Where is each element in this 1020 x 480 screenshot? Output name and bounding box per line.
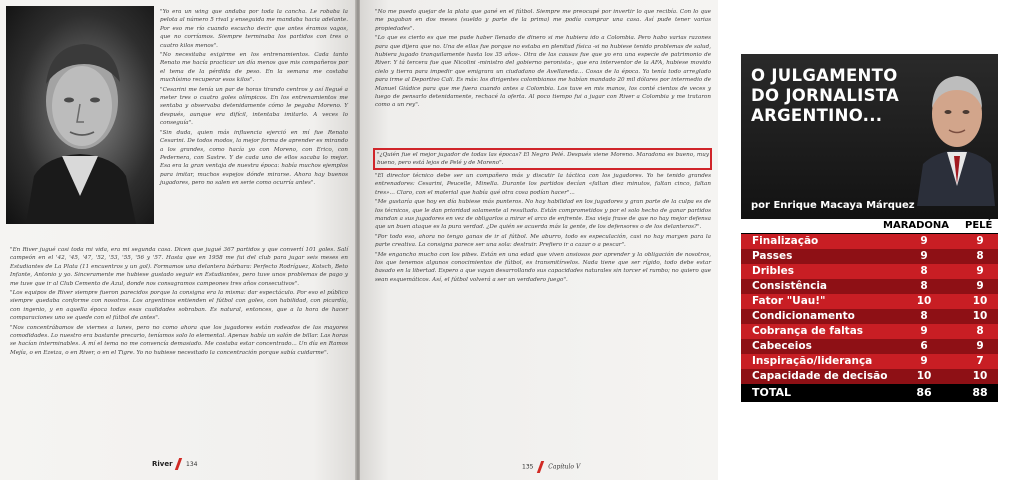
pele-score: 10: [972, 370, 988, 382]
paragraph: "Los equipos de River siempre fueron parecidos porque la consigna era la misma: dar espectáculo. Por eso el público siempre quedaba conforme con nosotros. Los argentinos entienden el fútbol con goles, con habilidad, con picardía, con ingenio, y en aquella época todas esas cualidades sobraban. Es natural, entonces, que a la hora de hacer comparaciones uno se quede con el fútbol de antes".: [10, 290, 348, 322]
page-number-left: 134: [186, 461, 198, 468]
maradona-score: 9: [920, 250, 928, 262]
rating-card: [741, 54, 998, 399]
highlight-box: [373, 148, 712, 170]
rating-row: [741, 369, 998, 384]
total-label: TOTAL: [752, 386, 792, 399]
maradona-score: 8: [920, 280, 928, 292]
rating-row: [741, 354, 998, 369]
right-page: [360, 0, 718, 480]
rating-label: Dribles: [752, 265, 794, 277]
paragraph: "Sin duda, quien más influencia ejerció en mí fue Renato Cesarini. De todos modos, la mejor forma de aprender es mirando a los grandes, como hacía yo con Moreno, con Erico, con Pedernera, con Sastre. Y de cada uno de ellos sacaba lo mejor. Esa era la gran ventaja de nuestra época: había muchos ejemplos para imitar, muchos espejos dónde mirarse. Ahora hay buenos jugadores, pero no salen en serie como ocurría antes".: [160, 129, 348, 187]
rating-label: Cobrança de faltas: [752, 325, 864, 337]
paragraph: "Nos concentrábamos de viernes a lunes, pero no como ahora que los jugadores están rodeados de las mayores comodidades. Lo nuestro era bastante precario, teníamos solo lo elemental. Apenas había un salón de billar. Las horas se hacían interminables. A mí el tema no me convencía demasiado. Me costaba estar concentrado... Un día en Ramos Mejía, o en Ezeiza, o en River, o en el Tigre. Yo no hubiese necesitado la concentración porque sabía cuidarme".: [10, 324, 348, 356]
paragraph: "Cesarini me tenía un par de horas tirando centros y así llegué a meter tres o cuatro goles olímpicos. En los entrenamientos me sentaba y observaba detenidamente cómo le pegaba Moreno. Y después, aunque era difícil, intentaba imitarlo. A veces lo conseguía".: [160, 86, 348, 127]
paragraph: "Me engancho mucho con los pibes. Están en una edad que viven ansiosos por aprender y la obligación de nosotros, los que tenemos algunos conocimientos de fútbol, es transmitírselos. Nada tiene que ser rígido, todo debe estar basado en la libertad. Espero a que vayan desarrollando sus capacidades naturales sin torcer el rumbo; no quiero que sean esquemáticos. Así, el fútbol volverá a ser un verdadero juego".: [375, 251, 711, 283]
card-title: O JULGAMENTO DO JORNALISTA ARGENTINO...: [751, 66, 900, 125]
rating-label: Fator "Uau!": [752, 295, 826, 307]
paragraph: "Por todo eso, ahora no tengo ganas de ir al fútbol. Me aburro, todo es especulación, casi no hay margen para la parte creativa. La consigna parece ser una sola: destruir. Prefiero ir a cazar o a pescar".: [375, 233, 711, 249]
chapter-label: Capítulo V: [548, 463, 581, 471]
pele-score: 10: [972, 310, 988, 322]
rating-label: Cabeceios: [752, 340, 812, 352]
column-header: [741, 219, 998, 233]
pele-score: 9: [976, 280, 984, 292]
highlighted-quote: "¿Quién fue el mejor jugador de todas las épocas? El Negro Pelé. Después viene Moreno. Maradona es bueno, muy bueno, pero está lejos de Pelé y de Moreno".: [377, 152, 709, 167]
card-header: [741, 54, 998, 222]
rating-row: [741, 234, 998, 249]
rating-row: [741, 339, 998, 354]
left-page-full-text: [10, 246, 348, 442]
maradona-score: 10: [916, 370, 932, 382]
pele-score: 9: [976, 340, 984, 352]
maradona-score: 9: [920, 355, 928, 367]
page-number-right: 135 Capítulo V: [522, 461, 580, 473]
maradona-score: 9: [920, 325, 928, 337]
right-page-text-bottom: [375, 172, 711, 448]
maradona-score: 6: [920, 340, 928, 352]
maradona-score: 8: [920, 265, 928, 277]
rating-label: Capacidade de decisão: [752, 370, 888, 382]
rating-row: [741, 309, 998, 324]
rating-label: Consistência: [752, 280, 828, 292]
rating-label: Condicionamento: [752, 310, 855, 322]
paragraph: "No necesitaba exigirme en los entrenamientos. Cada tanto Renato me hacía practicar un día menos que mis compañeros por el tema de la pérdida de peso. En la semana me costaba muchísimo recuperar esos kilos".: [160, 52, 348, 84]
paragraph: "No me puedo quejar de la plata que gané en el fútbol. Siempre me preocupé por invertir lo que recibía. Con lo que me pagaban en dos meses (sueldo y parte de la prima) me podía comprar una casa. Así pude tener varias propiedades".: [375, 9, 711, 32]
card-author: por Enrique Macaya Márquez: [751, 200, 915, 211]
pele-score: 8: [976, 250, 984, 262]
rating-label: Inspiração/liderança: [752, 355, 873, 367]
paragraph: "Yo era un wing que andaba por toda la cancha. Le robaba la pelota al número 5 rival y enseguida me mandaba hacia adelante. Por eso me río cuando escucho decir que antes éramos vagos, que no corríamos. Siempre terminaba los partidos con tres o cuatro kilos menos".: [160, 9, 348, 49]
maradona-score: 9: [920, 235, 928, 247]
paragraph: "Lo que es cierto es que me pude haber llenado de dinero si me hubiera ido a Colombia. Pero habo varias razones para que dijera que no. Una de ellas fue porque no estaba en plenitud física -si no hubiese tenido problemas de salud, hubiera jugado tranquilamente hasta los 35 años-. Otra de las causas fue que yo era una especie de patrimonio de River. Y tá tercera fue que Nicolini -ministro del gobierno peronista-, que era interventor de la AFA, hubiese movido cielo y tierra para impedir que emigrara un ciudadano de Avellaneda... Cosas de la época. Ya tenía todo arreglado para irme al Deportivo Cali. Es más: los dirigentes colombianos me habían mandado 20 mil dólares por intermedio de Manuel Giúdice para que me fuera cuando antes a Colombia. Los tuve en mis manos, los conté cientos de veces y luego de pensarlo detenidamente, rechacé la oferta. Al poco tiempo fui a jugar con River a Colombia y me trataron como a un rey".: [375, 35, 711, 109]
maradona-header: MARADONA: [883, 220, 950, 231]
paragraph: "El director técnico debe ser un compañero más y discutir la táctica con los jugadores. Yo he tenido grandes entrenadores: Cesarini, Peucelle, Minella. Durante los partidos decían «faltan diez minutos, faltan cinco, faltan tres»... Claro, con el material que había qué otra cosa podían hacer"...: [375, 173, 711, 196]
rating-label: Passes: [752, 250, 793, 262]
paragraph: "En River jugué casi toda mi vida, era mi segunda casa. Dicen que jugué 367 partidos y que convertí 101 goles. Salí campeón en el '42, '45, '47, '52, '53, '55, '56 y '57. Hasta que en 1958 me fui del club para jugar seis meses en Estudiantes de La Plata (11 encuentros y un gol). Formamos una delantera bárbara: Perfecto Rodríguez, Kotsch, Beto Infante, Antonio y yo. Sinceramente me hubiese gustado seguir en Estudiantes, pero tuve unos problemas de pago y me tuve que ir al Club Cemento de Azul, donde nos consagramos campeones tres años consecutivos".: [10, 247, 348, 287]
rating-row: [741, 294, 998, 309]
rating-row: [741, 279, 998, 294]
left-page: [0, 0, 356, 480]
rating-row: [741, 249, 998, 264]
river-logo: River: [152, 458, 184, 470]
journalist-portrait: [917, 56, 995, 206]
paragraph: "Me gustaría que hoy en día hubiese más punteros. No hay habilidad en los jugadores y gran parte de la culpa es de los técnicos, que le dan prioridad solamente al resultado. Están comprometidos y por el solo hecho de ganar partidos mandan a sus jugadores en vez de obligarlos a mirar el arco de enfrente. Esa vieja frase de que no hay mejor defensa que un buen ataque es la pura verdad. ¿De quién se acuerda más la gente, de los defensores o de los delanteros?".: [375, 199, 711, 231]
pele-score: 8: [976, 325, 984, 337]
maradona-score: 10: [916, 295, 932, 307]
pele-total: 88: [972, 386, 988, 399]
pele-score: 7: [976, 355, 984, 367]
rating-row: [741, 324, 998, 339]
pele-score: 9: [976, 265, 984, 277]
maradona-score: 8: [920, 310, 928, 322]
pele-score: 9: [976, 235, 984, 247]
rating-row: [741, 264, 998, 279]
pele-score: 10: [972, 295, 988, 307]
rating-rows: [741, 234, 998, 402]
left-page-column-text: [160, 8, 348, 244]
rating-label: Finalização: [752, 235, 819, 247]
total-row: [741, 384, 998, 402]
pele-header: PELÉ: [965, 220, 993, 231]
right-page-text-top: [375, 8, 711, 146]
player-photo: [6, 6, 154, 224]
maradona-total: 86: [916, 386, 932, 399]
